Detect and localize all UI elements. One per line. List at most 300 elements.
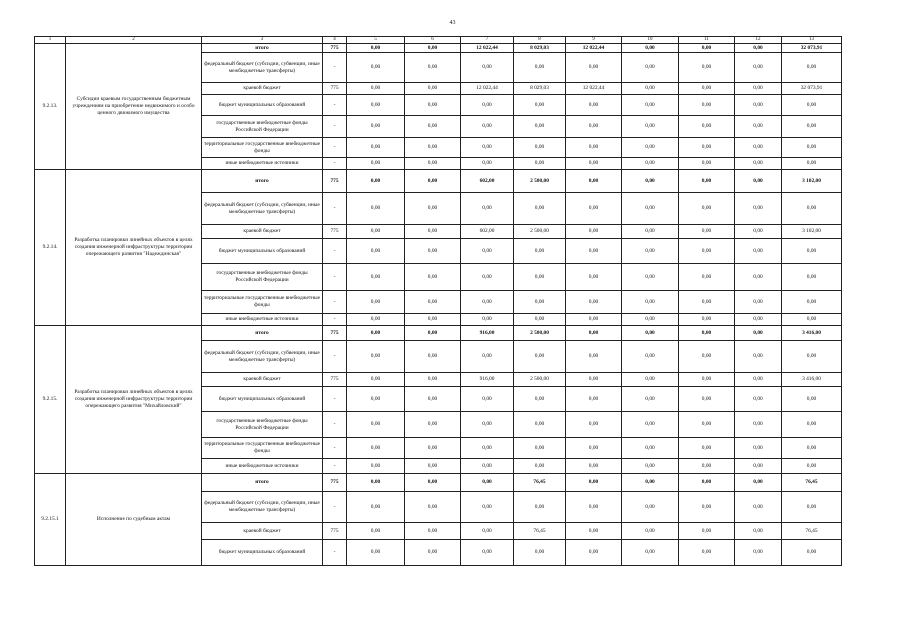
value-cell-col-7: 0,00 (461, 264, 514, 291)
value-cell-col-9: 0,00 (566, 412, 622, 438)
value-cell-col-13: 0,00 (782, 314, 842, 326)
value-cell-col-12: 0,00 (735, 95, 782, 116)
item-code: 9.2.15. (35, 326, 66, 474)
value-cell-col-5: 0,00 (347, 412, 405, 438)
value-cell-col-12: 0,00 (735, 116, 782, 138)
admin-code: - (323, 438, 347, 459)
value-cell-col-6: 0,00 (405, 116, 461, 138)
value-cell-col-13: 0,00 (782, 540, 842, 566)
value-cell-col-11: 0,00 (679, 264, 735, 291)
value-cell-col-5: 0,00 (347, 438, 405, 459)
value-cell-col-12: 0,00 (735, 193, 782, 225)
admin-code: - (323, 540, 347, 566)
header-row (35, 37, 842, 44)
value-cell-col-6: 0,00 (405, 44, 461, 53)
value-cell-col-5: 0,00 (347, 225, 405, 239)
value-cell-col-6: 0,00 (405, 387, 461, 412)
value-cell-col-9: 0,00 (566, 138, 622, 158)
admin-code: 775 (323, 225, 347, 239)
value-cell-col-13: 0,00 (782, 459, 842, 474)
value-cell-col-9: 0,00 (566, 341, 622, 373)
value-cell-col-12: 0,00 (735, 53, 782, 83)
admin-code: 775 (323, 326, 347, 341)
value-cell-col-13: 0,00 (782, 138, 842, 158)
value-cell-col-5: 0,00 (347, 83, 405, 95)
funding-source: федеральный бюджет (субсидии, субвенции, иные межбюджетные трансферты) (202, 53, 323, 83)
value-cell-col-9: 0,00 (566, 314, 622, 326)
table-header (35, 37, 842, 44)
value-cell-col-9: 0,00 (566, 193, 622, 225)
value-cell-col-8: 0,00 (514, 459, 566, 474)
value-cell-col-9: 0,00 (566, 264, 622, 291)
value-cell-col-9: 0,00 (566, 291, 622, 314)
value-cell-col-6: 0,00 (405, 459, 461, 474)
value-cell-col-7: 0,00 (461, 492, 514, 523)
page-number: 43 (449, 20, 456, 26)
value-cell-col-5: 0,00 (347, 459, 405, 474)
value-cell-col-8: 0,00 (514, 116, 566, 138)
value-cell-col-8: 0,00 (514, 540, 566, 566)
table-row (35, 474, 842, 492)
value-cell-col-12: 0,00 (735, 314, 782, 326)
value-cell-col-6: 0,00 (405, 158, 461, 170)
value-cell-col-10: 0,00 (622, 459, 679, 474)
admin-code: 775 (323, 373, 347, 387)
admin-code: - (323, 95, 347, 116)
value-cell-col-13: 0,00 (782, 239, 842, 264)
value-cell-col-6: 0,00 (405, 523, 461, 540)
value-cell-col-13: 0,00 (782, 95, 842, 116)
item-name: Субсидии краевым государственным бюджетным учреждениям на приобретение недвижимого и особо ценного движимого имущества (66, 44, 202, 170)
value-cell-col-10: 0,00 (622, 158, 679, 170)
value-cell-col-11: 0,00 (679, 291, 735, 314)
value-cell-col-8: 0,00 (514, 138, 566, 158)
value-cell-col-7: 0,00 (461, 138, 514, 158)
funding-source: территориальные государственные внебюджетные фонды (202, 291, 323, 314)
value-cell-col-7: 0,00 (461, 239, 514, 264)
value-cell-col-6: 0,00 (405, 291, 461, 314)
value-cell-col-5: 0,00 (347, 193, 405, 225)
value-cell-col-9: 0,00 (566, 116, 622, 138)
value-cell-col-9: 0,00 (566, 459, 622, 474)
value-cell-col-7: 0,00 (461, 158, 514, 170)
value-cell-col-7: 0,00 (461, 341, 514, 373)
value-cell-col-13: 76,45 (782, 474, 842, 492)
funding-source: краевой бюджет (202, 225, 323, 239)
value-cell-col-10: 0,00 (622, 170, 679, 193)
value-cell-col-13: 0,00 (782, 291, 842, 314)
value-cell-col-8: 2 500,00 (514, 373, 566, 387)
value-cell-col-5: 0,00 (347, 492, 405, 523)
value-cell-col-6: 0,00 (405, 373, 461, 387)
value-cell-col-7: 0,00 (461, 474, 514, 492)
header-cell-12: 12 (735, 37, 782, 44)
value-cell-col-11: 0,00 (679, 95, 735, 116)
value-cell-col-9: 0,00 (566, 225, 622, 239)
value-cell-col-8: 0,00 (514, 387, 566, 412)
value-cell-col-7: 12 022,44 (461, 83, 514, 95)
value-cell-col-6: 0,00 (405, 138, 461, 158)
value-cell-col-7: 0,00 (461, 116, 514, 138)
value-cell-col-12: 0,00 (735, 291, 782, 314)
value-cell-col-7: 0,00 (461, 53, 514, 83)
value-cell-col-10: 0,00 (622, 95, 679, 116)
value-cell-col-5: 0,00 (347, 44, 405, 53)
value-cell-col-12: 0,00 (735, 373, 782, 387)
value-cell-col-12: 0,00 (735, 523, 782, 540)
value-cell-col-10: 0,00 (622, 314, 679, 326)
value-cell-col-8: 0,00 (514, 492, 566, 523)
value-cell-col-11: 0,00 (679, 373, 735, 387)
item-name: Исполнение по судебным актам (66, 474, 202, 566)
value-cell-col-5: 0,00 (347, 116, 405, 138)
value-cell-col-11: 0,00 (679, 44, 735, 53)
value-cell-col-13: 0,00 (782, 53, 842, 83)
funding-source: краевой бюджет (202, 523, 323, 540)
value-cell-col-5: 0,00 (347, 341, 405, 373)
value-cell-col-9: 0,00 (566, 373, 622, 387)
value-cell-col-13: 3 102,00 (782, 170, 842, 193)
value-cell-col-11: 0,00 (679, 239, 735, 264)
value-cell-col-13: 3 416,00 (782, 373, 842, 387)
value-cell-col-5: 0,00 (347, 523, 405, 540)
funding-source: государственные внебюджетные фонды Российской Федерации (202, 116, 323, 138)
value-cell-col-13: 0,00 (782, 412, 842, 438)
value-cell-col-10: 0,00 (622, 53, 679, 83)
value-cell-col-10: 0,00 (622, 225, 679, 239)
admin-code: 775 (323, 44, 347, 53)
value-cell-col-13: 3 102,00 (782, 225, 842, 239)
funding-source: государственные внебюджетные фонды Российской Федерации (202, 412, 323, 438)
admin-code: 775 (323, 170, 347, 193)
value-cell-col-8: 0,00 (514, 95, 566, 116)
header-cell-8: 8 (514, 37, 566, 44)
header-cell-7: 7 (461, 37, 514, 44)
value-cell-col-11: 0,00 (679, 341, 735, 373)
value-cell-col-12: 0,00 (735, 438, 782, 459)
header-cell-9: 9 (566, 37, 622, 44)
value-cell-col-12: 0,00 (735, 44, 782, 53)
value-cell-col-10: 0,00 (622, 373, 679, 387)
value-cell-col-7: 0,00 (461, 314, 514, 326)
header-cell-13: 13 (782, 37, 842, 44)
value-cell-col-11: 0,00 (679, 387, 735, 412)
value-cell-col-6: 0,00 (405, 540, 461, 566)
value-cell-col-7: 0,00 (461, 193, 514, 225)
value-cell-col-10: 0,00 (622, 438, 679, 459)
value-cell-col-7: 12 022,44 (461, 44, 514, 53)
value-cell-col-6: 0,00 (405, 239, 461, 264)
value-cell-col-11: 0,00 (679, 523, 735, 540)
table-row (35, 170, 842, 193)
admin-code: - (323, 116, 347, 138)
value-cell-col-5: 0,00 (347, 53, 405, 83)
value-cell-col-5: 0,00 (347, 158, 405, 170)
value-cell-col-12: 0,00 (735, 341, 782, 373)
value-cell-col-5: 0,00 (347, 138, 405, 158)
value-cell-col-6: 0,00 (405, 474, 461, 492)
admin-code: - (323, 492, 347, 523)
funding-source: государственные внебюджетные фонды Российской Федерации (202, 264, 323, 291)
funding-source: федеральный бюджет (субсидии, субвенции, иные межбюджетные трансферты) (202, 492, 323, 523)
item-code: 9.2.13. (35, 44, 66, 170)
value-cell-col-12: 0,00 (735, 264, 782, 291)
value-cell-col-5: 0,00 (347, 540, 405, 566)
value-cell-col-10: 0,00 (622, 540, 679, 566)
value-cell-col-9: 0,00 (566, 387, 622, 412)
value-cell-col-12: 0,00 (735, 492, 782, 523)
value-cell-col-13: 0,00 (782, 492, 842, 523)
value-cell-col-11: 0,00 (679, 193, 735, 225)
value-cell-col-10: 0,00 (622, 326, 679, 341)
funding-source: итого (202, 474, 323, 492)
value-cell-col-8: 0,00 (514, 291, 566, 314)
value-cell-col-8: 0,00 (514, 341, 566, 373)
value-cell-col-9: 0,00 (566, 523, 622, 540)
value-cell-col-8: 0,00 (514, 438, 566, 459)
value-cell-col-7: 0,00 (461, 523, 514, 540)
admin-code: - (323, 459, 347, 474)
value-cell-col-10: 0,00 (622, 492, 679, 523)
value-cell-col-10: 0,00 (622, 193, 679, 225)
value-cell-col-11: 0,00 (679, 474, 735, 492)
admin-code: - (323, 193, 347, 225)
value-cell-col-11: 0,00 (679, 53, 735, 83)
funding-source: федеральный бюджет (субсидии, субвенции, иные межбюджетные трансферты) (202, 193, 323, 225)
value-cell-col-7: 916,00 (461, 373, 514, 387)
value-cell-col-12: 0,00 (735, 158, 782, 170)
value-cell-col-12: 0,00 (735, 225, 782, 239)
header-cell-10: 10 (622, 37, 679, 44)
value-cell-col-11: 0,00 (679, 314, 735, 326)
value-cell-col-9: 0,00 (566, 239, 622, 264)
value-cell-col-6: 0,00 (405, 264, 461, 291)
value-cell-col-13: 32 073,91 (782, 44, 842, 53)
value-cell-col-9: 0,00 (566, 95, 622, 116)
value-cell-col-8: 0,00 (514, 264, 566, 291)
value-cell-col-7: 0,00 (461, 540, 514, 566)
value-cell-col-6: 0,00 (405, 225, 461, 239)
value-cell-col-8: 76,45 (514, 523, 566, 540)
value-cell-col-5: 0,00 (347, 373, 405, 387)
value-cell-col-9: 0,00 (566, 53, 622, 83)
funding-source: итого (202, 170, 323, 193)
value-cell-col-13: 0,00 (782, 193, 842, 225)
value-cell-col-9: 0,00 (566, 438, 622, 459)
value-cell-col-5: 0,00 (347, 291, 405, 314)
value-cell-col-8: 8 029,03 (514, 83, 566, 95)
value-cell-col-6: 0,00 (405, 341, 461, 373)
admin-code: - (323, 264, 347, 291)
funding-source: краевой бюджет (202, 373, 323, 387)
value-cell-col-8: 0,00 (514, 53, 566, 83)
value-cell-col-6: 0,00 (405, 193, 461, 225)
value-cell-col-8: 76,45 (514, 474, 566, 492)
value-cell-col-12: 0,00 (735, 170, 782, 193)
value-cell-col-7: 602,00 (461, 170, 514, 193)
admin-code: - (323, 138, 347, 158)
value-cell-col-12: 0,00 (735, 83, 782, 95)
table-body (35, 44, 842, 566)
value-cell-col-7: 0,00 (461, 387, 514, 412)
value-cell-col-9: 0,00 (566, 170, 622, 193)
value-cell-col-9: 12 022,44 (566, 44, 622, 53)
funding-source: территориальные государственные внебюджетные фонды (202, 438, 323, 459)
value-cell-col-12: 0,00 (735, 138, 782, 158)
value-cell-col-6: 0,00 (405, 170, 461, 193)
funding-source: бюджет муниципальных образований (202, 540, 323, 566)
value-cell-col-11: 0,00 (679, 116, 735, 138)
value-cell-col-10: 0,00 (622, 341, 679, 373)
value-cell-col-8: 2 500,00 (514, 170, 566, 193)
budget-table (34, 36, 842, 566)
value-cell-col-12: 0,00 (735, 540, 782, 566)
value-cell-col-6: 0,00 (405, 83, 461, 95)
value-cell-col-7: 0,00 (461, 438, 514, 459)
value-cell-col-8: 0,00 (514, 158, 566, 170)
funding-source: бюджет муниципальных образований (202, 387, 323, 412)
value-cell-col-10: 0,00 (622, 44, 679, 53)
value-cell-col-13: 0,00 (782, 438, 842, 459)
value-cell-col-13: 76,45 (782, 523, 842, 540)
funding-source: краевой бюджет (202, 83, 323, 95)
funding-source: итого (202, 326, 323, 341)
value-cell-col-6: 0,00 (405, 438, 461, 459)
funding-source: иные внебюджетные источники (202, 459, 323, 474)
value-cell-col-7: 0,00 (461, 412, 514, 438)
value-cell-col-9: 0,00 (566, 158, 622, 170)
value-cell-col-10: 0,00 (622, 474, 679, 492)
value-cell-col-12: 0,00 (735, 412, 782, 438)
value-cell-col-8: 0,00 (514, 314, 566, 326)
value-cell-col-5: 0,00 (347, 264, 405, 291)
value-cell-col-11: 0,00 (679, 540, 735, 566)
value-cell-col-10: 0,00 (622, 387, 679, 412)
value-cell-col-12: 0,00 (735, 326, 782, 341)
value-cell-col-5: 0,00 (347, 95, 405, 116)
item-name: Разработка планировки линейных объектов в целях создания инженерной инфраструктуры территории опережающего развития "Надеждинская" (66, 170, 202, 326)
table-row (35, 326, 842, 341)
item-code: 9.2.15.1 (35, 474, 66, 566)
header-cell-4: 4 (323, 37, 347, 44)
funding-source: иные внебюджетные источники (202, 158, 323, 170)
value-cell-col-11: 0,00 (679, 438, 735, 459)
value-cell-col-9: 0,00 (566, 540, 622, 566)
value-cell-col-8: 2 500,00 (514, 225, 566, 239)
value-cell-col-11: 0,00 (679, 83, 735, 95)
value-cell-col-5: 0,00 (347, 314, 405, 326)
value-cell-col-10: 0,00 (622, 264, 679, 291)
table-row (35, 44, 842, 53)
admin-code: - (323, 158, 347, 170)
value-cell-col-11: 0,00 (679, 326, 735, 341)
value-cell-col-10: 0,00 (622, 412, 679, 438)
admin-code: - (323, 387, 347, 412)
value-cell-col-5: 0,00 (347, 326, 405, 341)
value-cell-col-5: 0,00 (347, 474, 405, 492)
header-cell-11: 11 (679, 37, 735, 44)
value-cell-col-12: 0,00 (735, 474, 782, 492)
value-cell-col-7: 916,00 (461, 326, 514, 341)
value-cell-col-8: 0,00 (514, 193, 566, 225)
value-cell-col-10: 0,00 (622, 83, 679, 95)
value-cell-col-12: 0,00 (735, 459, 782, 474)
value-cell-col-10: 0,00 (622, 523, 679, 540)
value-cell-col-7: 0,00 (461, 459, 514, 474)
value-cell-col-5: 0,00 (347, 170, 405, 193)
value-cell-col-8: 8 029,03 (514, 44, 566, 53)
admin-code: 775 (323, 523, 347, 540)
value-cell-col-13: 0,00 (782, 158, 842, 170)
value-cell-col-11: 0,00 (679, 170, 735, 193)
value-cell-col-13: 0,00 (782, 264, 842, 291)
value-cell-col-13: 0,00 (782, 387, 842, 412)
value-cell-col-11: 0,00 (679, 158, 735, 170)
value-cell-col-13: 3 416,00 (782, 326, 842, 341)
value-cell-col-12: 0,00 (735, 387, 782, 412)
value-cell-col-7: 0,00 (461, 95, 514, 116)
value-cell-col-11: 0,00 (679, 459, 735, 474)
admin-code: - (323, 53, 347, 83)
value-cell-col-7: 0,00 (461, 291, 514, 314)
admin-code: - (323, 239, 347, 264)
value-cell-col-9: 0,00 (566, 492, 622, 523)
value-cell-col-10: 0,00 (622, 138, 679, 158)
value-cell-col-7: 602,00 (461, 225, 514, 239)
admin-code: - (323, 314, 347, 326)
value-cell-col-5: 0,00 (347, 239, 405, 264)
admin-code: - (323, 341, 347, 373)
admin-code: - (323, 291, 347, 314)
value-cell-col-10: 0,00 (622, 116, 679, 138)
value-cell-col-9: 0,00 (566, 474, 622, 492)
value-cell-col-6: 0,00 (405, 326, 461, 341)
funding-source: территориальные государственные внебюджетные фонды (202, 138, 323, 158)
funding-source: иные внебюджетные источники (202, 314, 323, 326)
value-cell-col-6: 0,00 (405, 492, 461, 523)
admin-code: - (323, 412, 347, 438)
value-cell-col-13: 32 073,91 (782, 83, 842, 95)
header-cell-5: 5 (347, 37, 405, 44)
value-cell-col-12: 0,00 (735, 239, 782, 264)
value-cell-col-11: 0,00 (679, 492, 735, 523)
value-cell-col-13: 0,00 (782, 116, 842, 138)
value-cell-col-6: 0,00 (405, 412, 461, 438)
value-cell-col-11: 0,00 (679, 412, 735, 438)
value-cell-col-8: 2 500,00 (514, 326, 566, 341)
value-cell-col-5: 0,00 (347, 387, 405, 412)
header-cell-3: 3 (202, 37, 323, 44)
value-cell-col-6: 0,00 (405, 314, 461, 326)
value-cell-col-9: 0,00 (566, 326, 622, 341)
value-cell-col-10: 0,00 (622, 291, 679, 314)
header-cell-2: 2 (66, 37, 202, 44)
funding-source: итого (202, 44, 323, 53)
header-cell-6: 6 (405, 37, 461, 44)
value-cell-col-8: 0,00 (514, 239, 566, 264)
value-cell-col-11: 0,00 (679, 138, 735, 158)
funding-source: федеральный бюджет (субсидии, субвенции, иные межбюджетные трансферты) (202, 341, 323, 373)
item-name: Разработка планировки линейных объектов в целях создания инженерной инфраструктуры территории опережающего развития "Михайловский" (66, 326, 202, 474)
value-cell-col-8: 0,00 (514, 412, 566, 438)
header-cell-1: 1 (35, 37, 66, 44)
value-cell-col-6: 0,00 (405, 95, 461, 116)
value-cell-col-6: 0,00 (405, 53, 461, 83)
item-code: 9.2.14. (35, 170, 66, 326)
value-cell-col-11: 0,00 (679, 225, 735, 239)
admin-code: 775 (323, 474, 347, 492)
value-cell-col-9: 12 022,44 (566, 83, 622, 95)
